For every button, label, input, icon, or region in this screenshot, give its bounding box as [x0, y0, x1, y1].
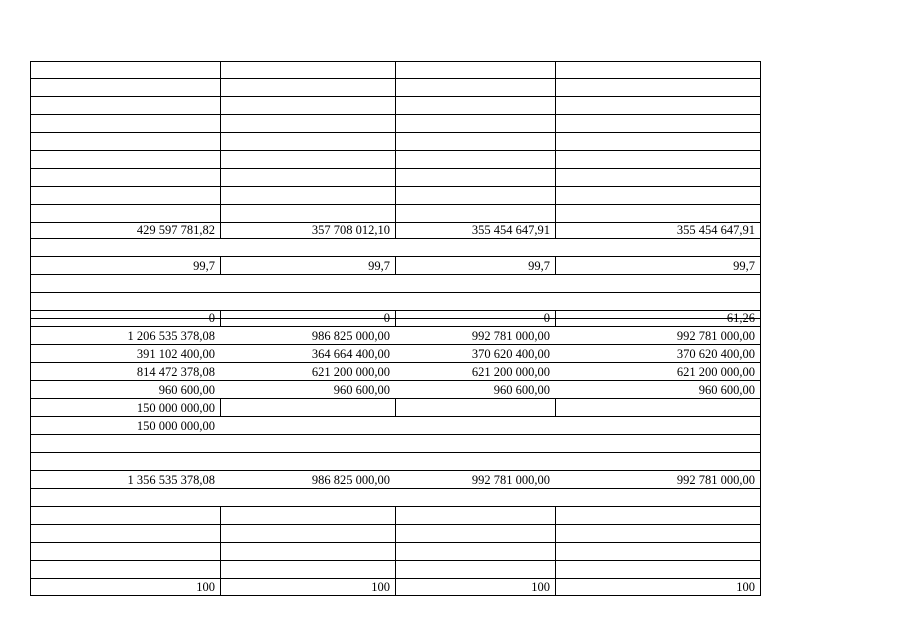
table-cell: 986 825 000,00 — [311, 329, 390, 343]
table-cell: 0 — [383, 311, 390, 325]
table-row-border — [30, 452, 760, 453]
data-table — [30, 61, 760, 595]
table-row-border — [30, 488, 760, 489]
table-column-border — [555, 506, 556, 596]
table-cell: 61,26 — [726, 311, 755, 325]
table-row-border — [30, 292, 760, 293]
table-row-border — [30, 344, 760, 345]
table-column-border — [395, 310, 396, 327]
table-cell: 960 600,00 — [698, 383, 755, 397]
table-cell: 99,7 — [368, 259, 390, 273]
table-cell: 986 825 000,00 — [311, 473, 390, 487]
table-cell: 391 102 400,00 — [136, 347, 215, 361]
table-column-border — [220, 61, 221, 239]
table-cell: 814 472 378,08 — [136, 365, 215, 379]
table-column-border — [220, 398, 221, 417]
table-cell: 150 000 000,00 — [136, 419, 215, 433]
table-cell: 621 200 000,00 — [311, 365, 390, 379]
table-cell: 0 — [543, 311, 550, 325]
table-cell: 960 600,00 — [333, 383, 390, 397]
table-cell: 100 — [531, 580, 550, 594]
table-cell: 0 — [208, 311, 215, 325]
table-column-border — [395, 398, 396, 417]
table-row-border — [30, 434, 760, 435]
table-cell: 150 000 000,00 — [136, 401, 215, 415]
table-cell: 100 — [736, 580, 755, 594]
table-column-border — [220, 310, 221, 327]
table-cell: 621 200 000,00 — [471, 365, 550, 379]
table-column-border — [555, 256, 556, 275]
table-outer-border — [30, 61, 31, 596]
table-cell: 364 664 400,00 — [311, 347, 390, 361]
table-cell: 355 454 647,91 — [676, 223, 755, 237]
table-cell: 992 781 000,00 — [676, 329, 755, 343]
table-cell: 621 200 000,00 — [676, 365, 755, 379]
table-cell: 100 — [196, 580, 215, 594]
table-cell: 370 620 400,00 — [676, 347, 755, 361]
table-cell: 992 781 000,00 — [471, 473, 550, 487]
table-cell: 99,7 — [193, 259, 215, 273]
table-column-border — [395, 61, 396, 239]
table-cell: 370 620 400,00 — [471, 347, 550, 361]
table-cell: 100 — [371, 580, 390, 594]
table-outer-border — [760, 61, 761, 596]
table-cell: 99,7 — [733, 259, 755, 273]
table-cell: 992 781 000,00 — [676, 473, 755, 487]
table-column-border — [555, 398, 556, 417]
table-cell: 99,7 — [528, 259, 550, 273]
table-row-border — [30, 380, 760, 381]
table-column-border — [220, 256, 221, 275]
table-column-border — [555, 310, 556, 327]
table-cell: 1 356 535 378,08 — [127, 473, 215, 487]
table-cell: 960 600,00 — [493, 383, 550, 397]
table-column-border — [555, 61, 556, 239]
table-cell: 1 206 535 378,08 — [127, 329, 215, 343]
table-row-border — [30, 362, 760, 363]
table-column-border — [395, 256, 396, 275]
table-row-border — [30, 470, 760, 471]
table-cell: 429 597 781,82 — [136, 223, 215, 237]
table-cell: 355 454 647,91 — [471, 223, 550, 237]
table-cell: 992 781 000,00 — [471, 329, 550, 343]
table-column-border — [220, 506, 221, 596]
table-column-border — [395, 506, 396, 596]
table-cell: 960 600,00 — [158, 383, 215, 397]
table-cell: 357 708 012,10 — [311, 223, 390, 237]
